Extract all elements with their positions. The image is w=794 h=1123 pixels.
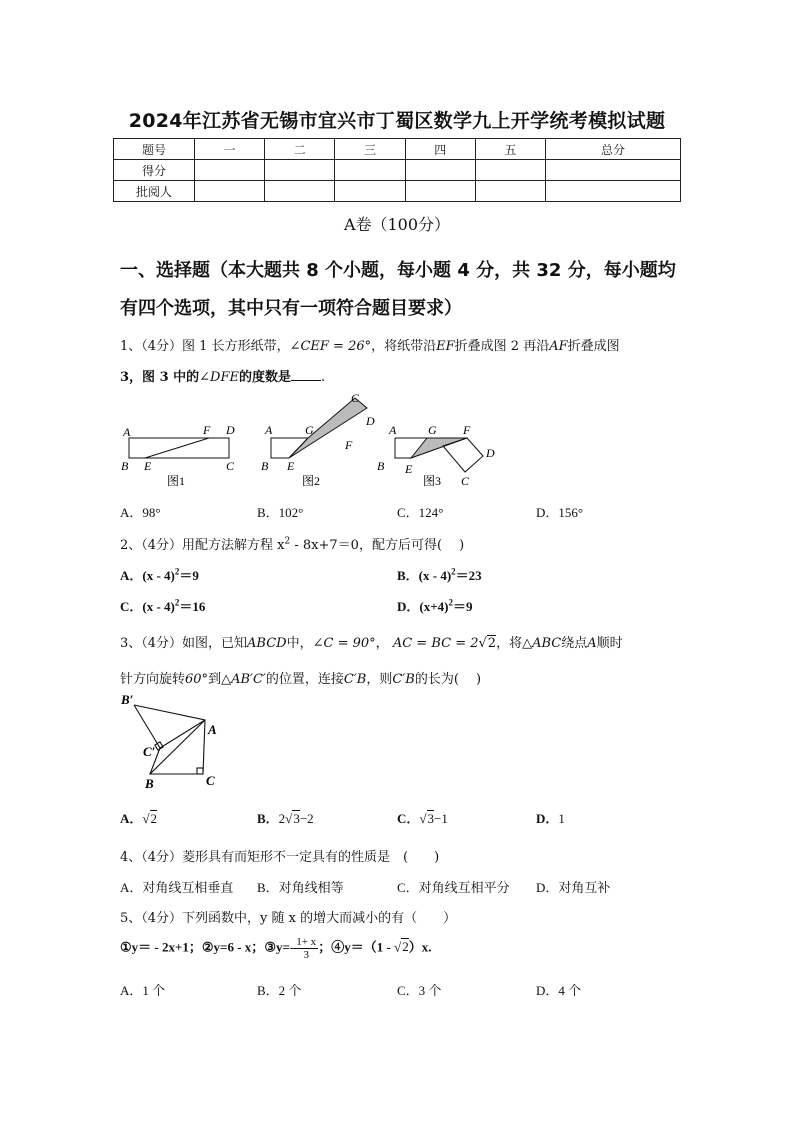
fig1-caption: 图1	[167, 474, 186, 488]
fig2-label-g: G	[305, 423, 314, 437]
q5-fraction: $\frac{1+ x}{3}$	[296, 936, 317, 961]
score-table-header: 总分	[546, 139, 681, 160]
q3-angle: ∠C = 90°	[312, 636, 376, 651]
q3-line1	[120, 632, 623, 651]
fig1-label-c: C	[226, 459, 235, 473]
fig1-label-d: D	[226, 423, 235, 437]
q1-figure-1	[129, 438, 229, 458]
score-cell	[546, 160, 681, 181]
q5-stem: 5、（4分）下列函数中，y 随 x 的增大而减小的有（ ）	[120, 911, 457, 926]
score-cell	[265, 181, 335, 202]
q3-triangle-2: △AB′C′	[221, 672, 266, 687]
fig1-label-b: B	[121, 459, 129, 473]
q1-line2	[120, 366, 325, 385]
q1-option-c[interactable]: C．124°	[397, 505, 444, 520]
q3-option-c[interactable]: C．√3−1	[397, 811, 448, 826]
score-table-header: 一	[195, 139, 265, 160]
q1-option-d[interactable]: D．156°	[536, 505, 584, 520]
q5-option-a[interactable]: A．1 个	[120, 983, 166, 998]
q2-option-d[interactable]: D．$(x+4)^2=9$	[397, 597, 473, 614]
fig3-label-b: B	[377, 459, 385, 473]
q1-option-a[interactable]: A．98°	[120, 505, 161, 520]
fig2-label-e: E	[287, 459, 295, 473]
q3-text: 顺时	[596, 636, 623, 651]
q1-text: ，将纸带沿	[371, 339, 437, 354]
fig3-label-c: C	[461, 474, 470, 488]
fig2-label-c: C	[351, 392, 360, 405]
q3-option-b[interactable]: B．2√3−2	[257, 811, 314, 826]
part1-heading-line2: 有四个选项，其中只有一项符合题目要求）	[120, 298, 462, 319]
score-table-header-row	[114, 139, 681, 160]
q2-stem	[120, 534, 464, 553]
q3-cb: C′B	[343, 672, 367, 687]
score-table-row	[114, 181, 681, 202]
q3-option-d[interactable]: D．1	[536, 811, 565, 826]
fig1-label-f: F	[203, 423, 211, 437]
fig3-b-prime: B′	[121, 692, 134, 707]
sqrt-icon: √	[394, 939, 402, 955]
fig2-label-f: F	[345, 438, 353, 452]
q1-text: .	[321, 370, 326, 385]
q3-figure	[115, 690, 225, 790]
score-cell	[405, 160, 475, 181]
fig3-point-a: A	[208, 722, 217, 737]
q3-text: 的位置，连接	[265, 672, 344, 687]
q1-text: 1、（4分）图 1 长方形纸带，	[120, 339, 290, 354]
q3-text: 中，	[286, 636, 313, 651]
fig1-label-a: A	[123, 425, 131, 439]
score-cell	[195, 181, 265, 202]
q3-line2	[120, 668, 481, 687]
score-table-row	[114, 160, 681, 181]
score-cell	[335, 181, 405, 202]
q3-abcd: ABCD	[247, 636, 287, 651]
q1-text: 折叠成图 2 再沿	[454, 339, 550, 354]
page-title: 2024年江苏省无锡市宜兴市丁蜀区数学九上开学统考模拟试题	[128, 110, 666, 132]
score-cell	[335, 160, 405, 181]
q5-f3: ③y=-	[264, 939, 295, 955]
score-cell	[405, 181, 475, 202]
fig3-label-g: G	[428, 423, 437, 437]
fig2-label-d: D	[366, 414, 375, 428]
fig2-label-a: A	[265, 423, 273, 437]
q1-option-b[interactable]: B．102°	[257, 505, 304, 520]
sqrt-icon: √	[142, 811, 150, 826]
q5-f4-rad: 2	[402, 939, 409, 955]
score-table-header: 五	[475, 139, 545, 160]
fig2-label-b: B	[261, 459, 269, 473]
score-table	[113, 138, 681, 202]
fig3-label-d: D	[486, 446, 495, 460]
fig3-label-e: E	[405, 462, 413, 476]
q5-option-b[interactable]: B．2 个	[257, 983, 302, 998]
q1-ef: EF	[436, 339, 455, 354]
q1-line1	[120, 335, 620, 354]
score-table-header: 四	[405, 139, 475, 160]
score-table-header: 二	[265, 139, 335, 160]
q1-text: 折叠成图	[567, 339, 620, 354]
score-cell	[546, 181, 681, 202]
q1-dfe: ∠DFE	[199, 370, 239, 385]
q3-text: 绕点	[561, 636, 588, 651]
q5-f3: ；	[318, 939, 332, 955]
q2-text: - 8x+7＝0，配方后可得( )	[290, 538, 465, 553]
part1-heading-line1: 一、选择题（本大题共 8 个小题，每小题 4 分，共 32 分，每小题均	[120, 260, 676, 281]
q2-text: 2、（4分）用配方法解方程 x	[120, 538, 285, 553]
q1-text: 3，图 3 中的	[120, 370, 200, 385]
q3-text: 的长为( )	[414, 672, 482, 687]
q1-af: AF	[549, 339, 568, 354]
fig1-label-e: E	[144, 459, 152, 473]
q3-cb: C′B	[392, 672, 415, 687]
q1-figures	[115, 392, 515, 492]
score-table-header: 三	[335, 139, 405, 160]
fig3-caption: 图3	[423, 474, 442, 488]
q1-angle: ∠CEF = 26°	[289, 339, 372, 354]
answer-blank[interactable]	[291, 368, 321, 381]
q3-text: ，将	[496, 636, 523, 651]
sqrt-icon: √	[478, 636, 487, 651]
q5-functions	[120, 936, 431, 961]
q3-text: 针方向旋转	[120, 672, 186, 687]
q5-f2: ②y=6 - x；	[201, 939, 265, 955]
fig2-caption: 图2	[302, 474, 321, 488]
fig3-label-f: F	[463, 423, 471, 437]
score-cell	[195, 160, 265, 181]
q3-ac-bc: AC = BC = 2	[392, 636, 479, 651]
q4-option-d[interactable]: D．对角互补	[536, 880, 611, 895]
q3-triangle: △ABC	[522, 636, 562, 651]
score-table-row-label: 批阅人	[114, 181, 195, 202]
q4-option-a[interactable]: A．对角线互相垂直	[120, 880, 234, 895]
q5-f4: ④y＝（1 -	[331, 939, 395, 955]
q4-option-b[interactable]: B．对角线相等	[257, 880, 344, 895]
q3-deg: 60°	[185, 672, 209, 687]
q2-option-c[interactable]: C．(x - 4)$^2$＝16	[120, 597, 206, 614]
score-cell	[265, 160, 335, 181]
score-table-header: 题号	[114, 139, 195, 160]
q5-option-d[interactable]: D．4 个	[536, 983, 582, 998]
score-cell	[475, 160, 545, 181]
q4-stem: 4、（4分）菱形具有而矩形不一定具有的性质是 ( )	[120, 850, 440, 865]
fig3-point-c: C	[206, 773, 215, 788]
q3-point-a: A	[587, 636, 597, 651]
q3-text: 3、（4分）如图，已知	[120, 636, 248, 651]
q4-option-c[interactable]: C．对角线互相平分	[397, 880, 510, 895]
q1-figure-2	[271, 398, 367, 458]
section-a-heading: A卷（100分）	[343, 215, 451, 234]
q3-text: ，	[375, 636, 389, 651]
sqrt-icon: √	[285, 811, 293, 826]
q3-text: 到	[208, 672, 222, 687]
q3-text: ，则	[366, 672, 393, 687]
q5-f4: ）x.	[408, 939, 432, 955]
q3-option-a[interactable]: A．√2	[120, 811, 158, 826]
fig3-label-a: A	[389, 423, 397, 437]
sqrt-icon: √	[419, 811, 427, 826]
q1-text: 的度数是	[238, 370, 291, 385]
q2-option-b[interactable]: B．(x - 4)$^2$＝23	[397, 566, 482, 583]
q2-sup: 2	[284, 536, 291, 547]
fig3-point-b: B	[145, 776, 154, 790]
q5-f1: ①y＝ - 2x+1；	[120, 939, 202, 955]
q2-option-a[interactable]: A．(x - 4)$^2$＝9	[120, 566, 199, 583]
q3-sqrt-value: 2	[487, 636, 497, 651]
score-cell	[475, 181, 545, 202]
fig3-c-prime: C′	[143, 744, 156, 759]
score-table-row-label: 得分	[114, 160, 195, 181]
q5-option-c[interactable]: C．3 个	[397, 983, 442, 998]
